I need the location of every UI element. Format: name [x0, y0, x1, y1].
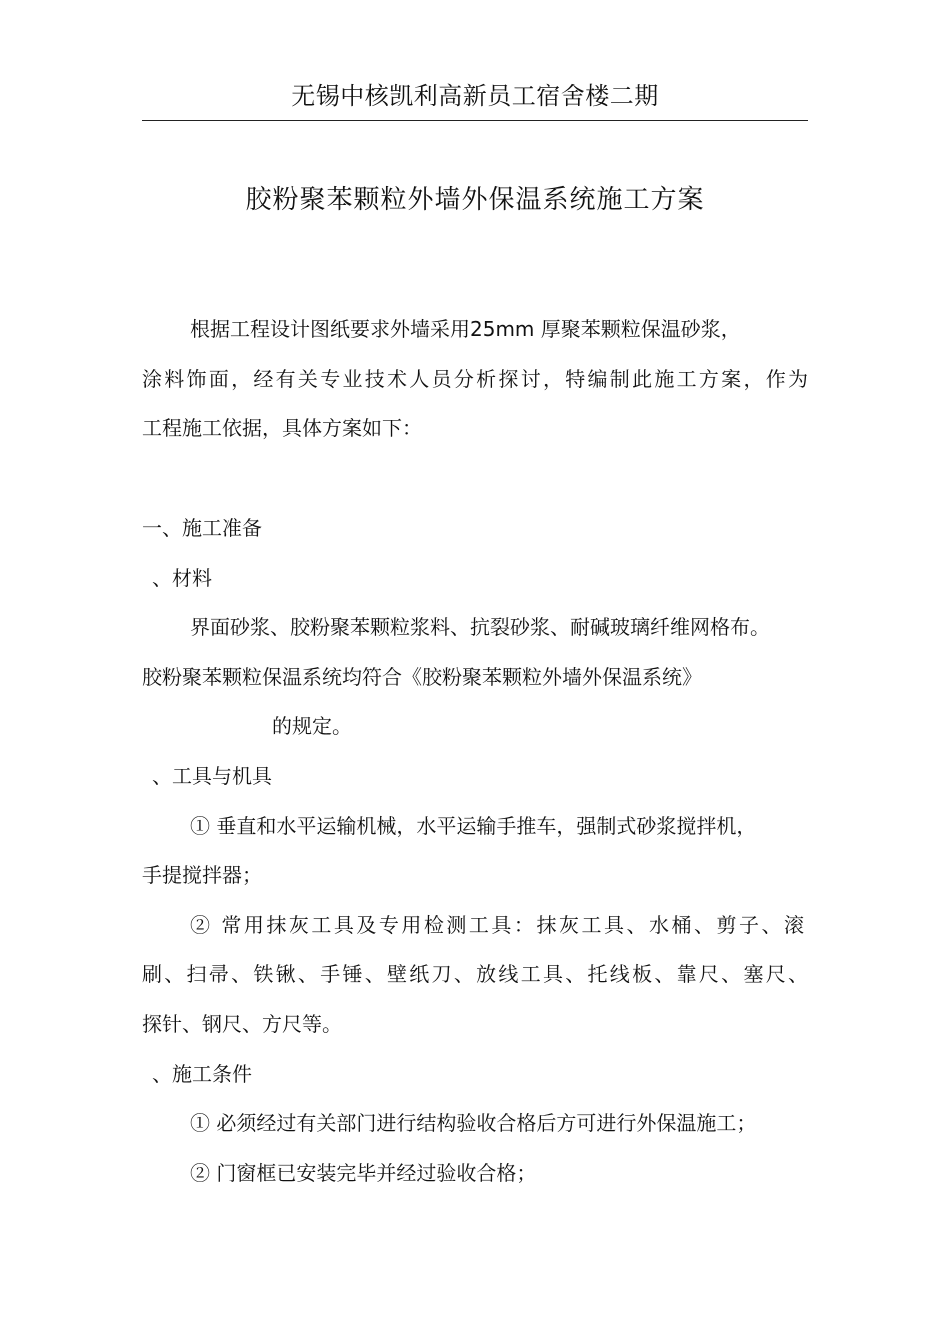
conditions-item-1: ① 必须经过有关部门进行结构验收合格后方可进行外保温施工；: [190, 1111, 757, 1135]
header-divider: [142, 120, 808, 121]
section-heading: 一、施工准备: [142, 516, 262, 540]
tools-item-2-line-3: 探针、钢尺、方尺等。: [142, 1012, 342, 1036]
tools-item-1-line-2: 手提搅拌器；: [142, 863, 262, 887]
document-title: 胶粉聚苯颗粒外墙外保温系统施工方案: [245, 185, 705, 215]
tools-item-2-line-2: 刷、扫帚、铁锹、手锤、壁纸刀、放线工具、托线板、靠尺、塞尺、: [142, 962, 808, 986]
materials-line-2: 胶粉聚苯颗粒保温系统均符合《胶粉聚苯颗粒外墙外保温系统》: [142, 665, 702, 689]
tools-item-1-line-1: ① 垂直和水平运输机械，水平运输手推车，强制式砂浆搅拌机，: [190, 814, 757, 838]
subsection-heading-tools: 、工具与机具: [152, 764, 272, 788]
subsection-heading-materials: 、材料: [152, 566, 212, 590]
intro-line-2: 涂料饰面，经有关专业技术人员分析探讨，特编制此施工方案，作为: [142, 367, 808, 391]
thickness-value: 25mm: [470, 317, 535, 341]
conditions-item-2: ② 门窗框已安装完毕并经过验收合格；: [190, 1161, 537, 1185]
intro-text: 厚聚苯颗粒保温砂浆，: [534, 317, 741, 341]
intro-line-1: [190, 315, 741, 343]
materials-line-3: 的规定。: [272, 714, 352, 738]
tools-item-2-line-1: ② 常用抹灰工具及专用检测工具：抹灰工具、水桶、剪子、滚: [190, 913, 804, 937]
page-header-project-name: 无锡中核凯利高新员工宿舍楼二期: [291, 82, 659, 110]
intro-line-3: 工程施工依据，具体方案如下：: [142, 416, 422, 440]
materials-line-1: 界面砂浆、胶粉聚苯颗粒浆料、抗裂砂浆、耐碱玻璃纤维网格布。: [190, 615, 770, 639]
intro-text: 根据工程设计图纸要求外墙采用: [190, 317, 470, 341]
subsection-heading-conditions: 、施工条件: [152, 1062, 252, 1086]
